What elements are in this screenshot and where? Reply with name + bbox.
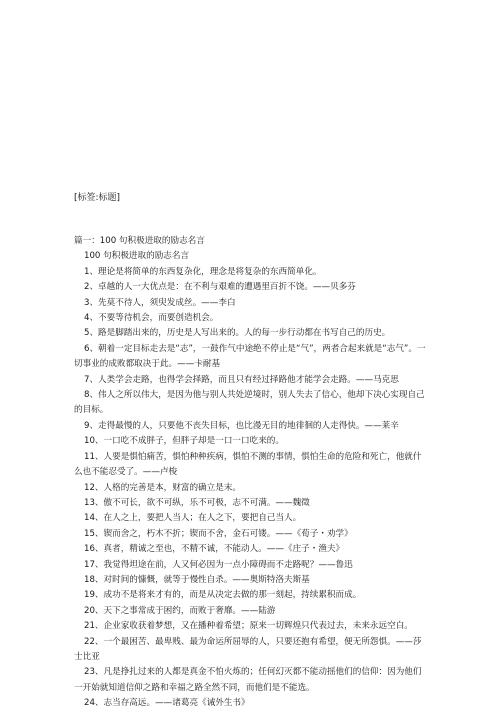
quote-line: 2、卓越的人一大优点是：在不利与艰难的遭遇里百折不饶。——贝多芬 bbox=[84, 282, 356, 293]
quote-line: 9、走得最慢的人，只要他不丧失目标，也比漫无目的地徘徊的人走得快。——莱辛 bbox=[84, 420, 399, 431]
quote-line: 13、傲不可长，欲不可纵，乐不可极，志不可满。——魏徵 bbox=[84, 497, 310, 508]
quote-list bbox=[74, 265, 430, 712]
quote-line: 5、路是脚踏出来的，历史是人写出来的。人的每一步行动都在书写自己的历史。 bbox=[84, 328, 391, 339]
quote-line: 17、我觉得坦途在前，人又何必因为一点小障碍而不走路呢？——鲁迅 bbox=[84, 559, 353, 570]
title-tag: [标签:标题] bbox=[74, 193, 121, 203]
quote-line: 8、伟人之所以伟大，是因为他与别人共处逆境时，别人失去了信心，他却下决心实现自己的目标。 bbox=[74, 390, 425, 416]
quote-line: 6、朝着一定目标走去是“志”，一鼓作气中途绝不停止是“气”，两者合起来就是“志气”。一切事业的成败都取决于此。——卡耐基 bbox=[74, 343, 426, 370]
quote-line: 11、人要是惧怕痛苦，惧怕种种疾病，惧怕不测的事情，惧怕生命的危险和死亡，他就什么也不能忍受了。——卢梭 bbox=[74, 451, 422, 478]
quote-line: 16、真者，精诚之至也，不精不诚，不能动人。——《庄子・渔夫》 bbox=[84, 544, 345, 555]
quote-line: 15、锲而舍之，朽木不折；锲而不舍，金石可镂。——《荀子・劝学》 bbox=[84, 528, 353, 539]
quote-line: 18、对时间的慷慨，就等于慢性自杀。——奥斯特洛夫斯基 bbox=[84, 574, 310, 585]
quote-line: 4、不要等待机会，而要创造机会。 bbox=[84, 313, 219, 324]
quote-line: 21、企业家收获着梦想，又在播种着希望；原来一切辉煌只代表过去，未来永远空白。 bbox=[84, 621, 413, 632]
quote-line: 3、先莫不待人，须臾发成丝。——李白 bbox=[84, 297, 236, 308]
quote-line: 23、凡是挣扎过来的人都是真金不怕火炼的；任何幻灭都不能动摇他们的信仰：因为他们一开始就知道信仰之路和幸福之路全然不同，而他们是不能选。 bbox=[74, 667, 422, 693]
article-heading: 篇一：100 句积极进取的励志名言 bbox=[74, 236, 205, 246]
quote-line: 7、人类学会走路，也得学会择路，而且只有经过择路他才能学会走路。——马克思 bbox=[84, 374, 399, 385]
quote-line: 19、成功不是将来才有的，而是从决定去做的那一刻起，持续累积而成。 bbox=[84, 590, 362, 601]
quote-line: 1、理论是将简单的东西复杂化，理念是将复杂的东西简单化。 bbox=[84, 266, 322, 277]
quote-line: 22、一个最困苦、最卑贱、最为命运所屈辱的人，只要还抱有希望，便无所怨惧。——莎士比亚 bbox=[74, 636, 422, 662]
quote-line: 14、在人之上，要把人当人；在人之下，要把自己当人。 bbox=[84, 513, 302, 524]
quote-line: 24、志当存高远。——诸葛亮《诫外生书》 bbox=[84, 698, 250, 709]
article-subheading: 100 句积极进取的励志名言 bbox=[84, 251, 190, 262]
quote-line: 12、人格的完善是本，财富的确立是末。 bbox=[84, 482, 242, 493]
quote-line: 20、天下之事常成于困约，而败于奢靡。——陆游 bbox=[84, 605, 276, 616]
article-body bbox=[74, 234, 430, 712]
quote-line: 10、一口吃不成胖子，但胖子却是一口一口吃来的。 bbox=[84, 436, 284, 447]
